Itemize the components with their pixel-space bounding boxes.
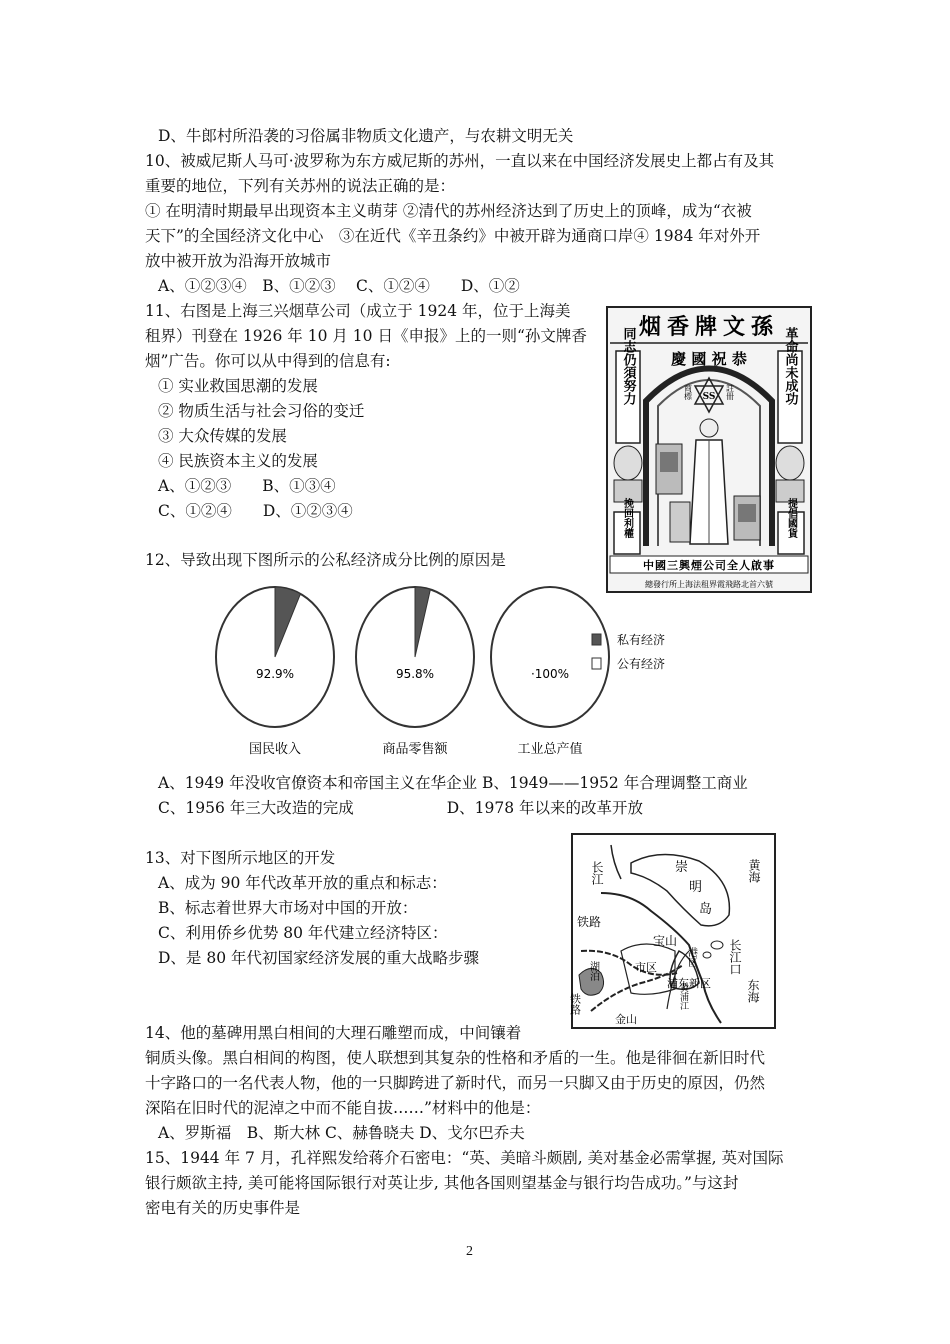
pie-1-title: 国民收入 <box>248 742 302 757</box>
map-label-huangpujiang: 黄浦江 <box>678 983 688 1010</box>
pie-3-value-label: ·100% <box>530 667 570 681</box>
ad-title: 烟香牌文孫 <box>638 314 780 340</box>
q13-option-d: D、是 80 年代初国家经济发展的重大战略步骤 <box>158 949 480 967</box>
q11-options-row-1: A、①②③ B、①③④ <box>158 477 336 495</box>
ad-right-column: 革命尚未成功 <box>782 327 798 405</box>
q15-line-2: 银行颇欲主持, 美可能将国际银行对英让步, 其他各国则望基金与银行均告成功。”与这封 <box>145 1174 739 1192</box>
ad-star-right-text: 註冊 <box>725 384 735 400</box>
ad-banner: 中國三興煙公司全人啟事 <box>643 559 775 572</box>
q14-line-4: 深陷在旧时代的泥淖之中而不能自拔……”材料中的他是： <box>145 1099 541 1117</box>
map-label-gangqu: 港区 <box>685 947 697 967</box>
q10-line-4: 天下”的全国经济文化中心 ③在近代《辛丑条约》中被开辟为通商口岸④ 1984 年对外开 <box>145 227 761 245</box>
q12-options-line-2: C、1956 年三大改造的完成 D、1978 年以来的改革开放 <box>158 799 644 817</box>
pie-3-public-slice <box>491 587 609 727</box>
q11-line-1: 11、右图是上海三兴烟草公司（成立于 1924 年，位于上海美 <box>145 302 571 320</box>
map-label-tielu-top: 铁路 <box>577 915 602 929</box>
q13-option-c: C、利用侨乡优势 80 年代建立经济特区： <box>158 924 448 942</box>
pie-1-value-label: 92.9% <box>255 667 295 681</box>
q14-line-3: 十字路口的一名代表人物，他的一只脚跨进了新时代，而另一只脚又由于历史的原因，仍然 <box>145 1074 766 1092</box>
q12-question: 12、导致出现下图所示的公私经济成分比例的原因是 <box>145 551 506 569</box>
page-number: 2 <box>466 1244 473 1259</box>
q9-option-d: D、牛郎村所沿袭的习俗属非物质文化遗产，与农耕文明无关 <box>158 127 574 145</box>
pie-2-value-label: 95.8% <box>395 667 435 681</box>
q13-option-a: A、成为 90 年代改革开放的重点和标志： <box>158 874 447 892</box>
legend-public-swatch <box>592 658 601 669</box>
q14-line-2: 铜质头像。黑白相间的构图，使人联想到其复杂的性格和矛盾的一生。他是徘徊在新旧时代 <box>145 1049 766 1067</box>
map-label-hupo: 湖泊 <box>587 961 599 981</box>
q12-options-line-1: A、1949 年没收官僚资本和帝国主义在华企业 B、1949——1952 年合理调整工商业 <box>158 774 748 792</box>
ad-center-top: 慶 國 祝 恭 <box>671 350 747 368</box>
q11-item-3: ③ 大众传媒的发展 <box>158 427 287 445</box>
q10-line-3: ① 在明清时期最早出现资本主义萌芽 ②清代的苏州经济达到了历史上的顶峰，成为“衣被 <box>145 202 752 220</box>
q15-line-1: 15、1944 年 7 月，孔祥熙发给蒋介石密电：“英、美暗斗颇剧, 美对基金必需掌握, 英对国际 <box>145 1149 784 1167</box>
ad-left-column: 同志仍須努力 <box>620 327 636 405</box>
pie-3-title: 工业总产值 <box>517 742 583 757</box>
map-label-donghai: 东海 <box>746 979 760 1003</box>
map-label-dao: 岛 <box>699 902 713 917</box>
ad-footer: 總發行所上海法租界霞飛路北首六號 <box>645 580 773 589</box>
pie-charts-group <box>216 587 609 757</box>
map-label-changjiang: 长江 <box>590 861 604 885</box>
q15-line-3: 密电有关的历史事件是 <box>145 1199 301 1217</box>
q13-question: 13、对下图所示地区的开发 <box>145 849 336 867</box>
q14-options: A、罗斯福 B、斯大林 C、赫鲁晓夫 D、戈尔巴乔夫 <box>158 1124 525 1142</box>
cigarette-advertisement-figure <box>606 306 812 593</box>
legend-private-swatch <box>592 634 601 645</box>
map-label-huanghai: 黄海 <box>747 859 761 883</box>
map-label-tielu-bottom: 铁路 <box>568 993 582 1015</box>
map-label-jinshan: 金山 <box>615 1013 637 1026</box>
legend-private-label: 私有经济 <box>617 633 666 647</box>
q11-item-2: ② 物质生活与社会习俗的变迁 <box>158 402 365 420</box>
map-label-ming: 明 <box>689 880 703 895</box>
map-label-shiqu: 市区 <box>635 961 657 974</box>
map-label-chong: 崇 <box>675 860 689 875</box>
map-label-baoshan: 宝山 <box>653 934 678 948</box>
q10-line-1: 10、被威尼斯人马可·波罗称为东方威尼斯的苏州，一直以来在中国经济发展史上都占有及其 <box>145 152 775 170</box>
pie-2-title: 商品零售额 <box>382 742 448 757</box>
q11-line-3: 烟”广告。你可以从中得到的信息有: <box>145 352 391 370</box>
q10-line-2: 重要的地位，下列有关苏州的说法正确的是： <box>145 177 456 195</box>
map-label-changjiangkou: 长江口 <box>728 939 742 975</box>
pie-chart-figure <box>180 582 720 760</box>
ad-star-left-text: 商標 <box>683 384 693 400</box>
shanghai-map-figure <box>568 833 776 1029</box>
q10-options: A、①②③④ B、①②③ C、①②④ D、①② <box>158 277 520 295</box>
legend-public-label: 公有经济 <box>617 657 666 671</box>
ad-star-emblem: SS <box>702 392 716 402</box>
q13-option-b: B、标志着世界大市场对中国的开放： <box>158 899 418 917</box>
q10-line-5: 放中被开放为沿海开放城市 <box>145 252 332 270</box>
q11-line-2: 租界）刊登在 1926 年 10 月 10 日《申报》上的一则“孙文牌香 <box>145 327 587 345</box>
q11-item-1: ① 实业救国思潮的发展 <box>158 377 318 395</box>
ad-bottom-right: 提倡國貨 <box>785 498 797 538</box>
map-label-pudong: 浦东新区 <box>667 977 711 990</box>
q11-item-4: ④ 民族资本主义的发展 <box>158 452 318 470</box>
ad-bottom-left: 挽回利權 <box>621 498 633 538</box>
q11-options-row-2: C、①②④ D、①②③④ <box>158 502 353 520</box>
q14-line-1: 14、他的墓碑用黑白相间的大理石雕塑而成，中间镶着 <box>145 1024 522 1042</box>
